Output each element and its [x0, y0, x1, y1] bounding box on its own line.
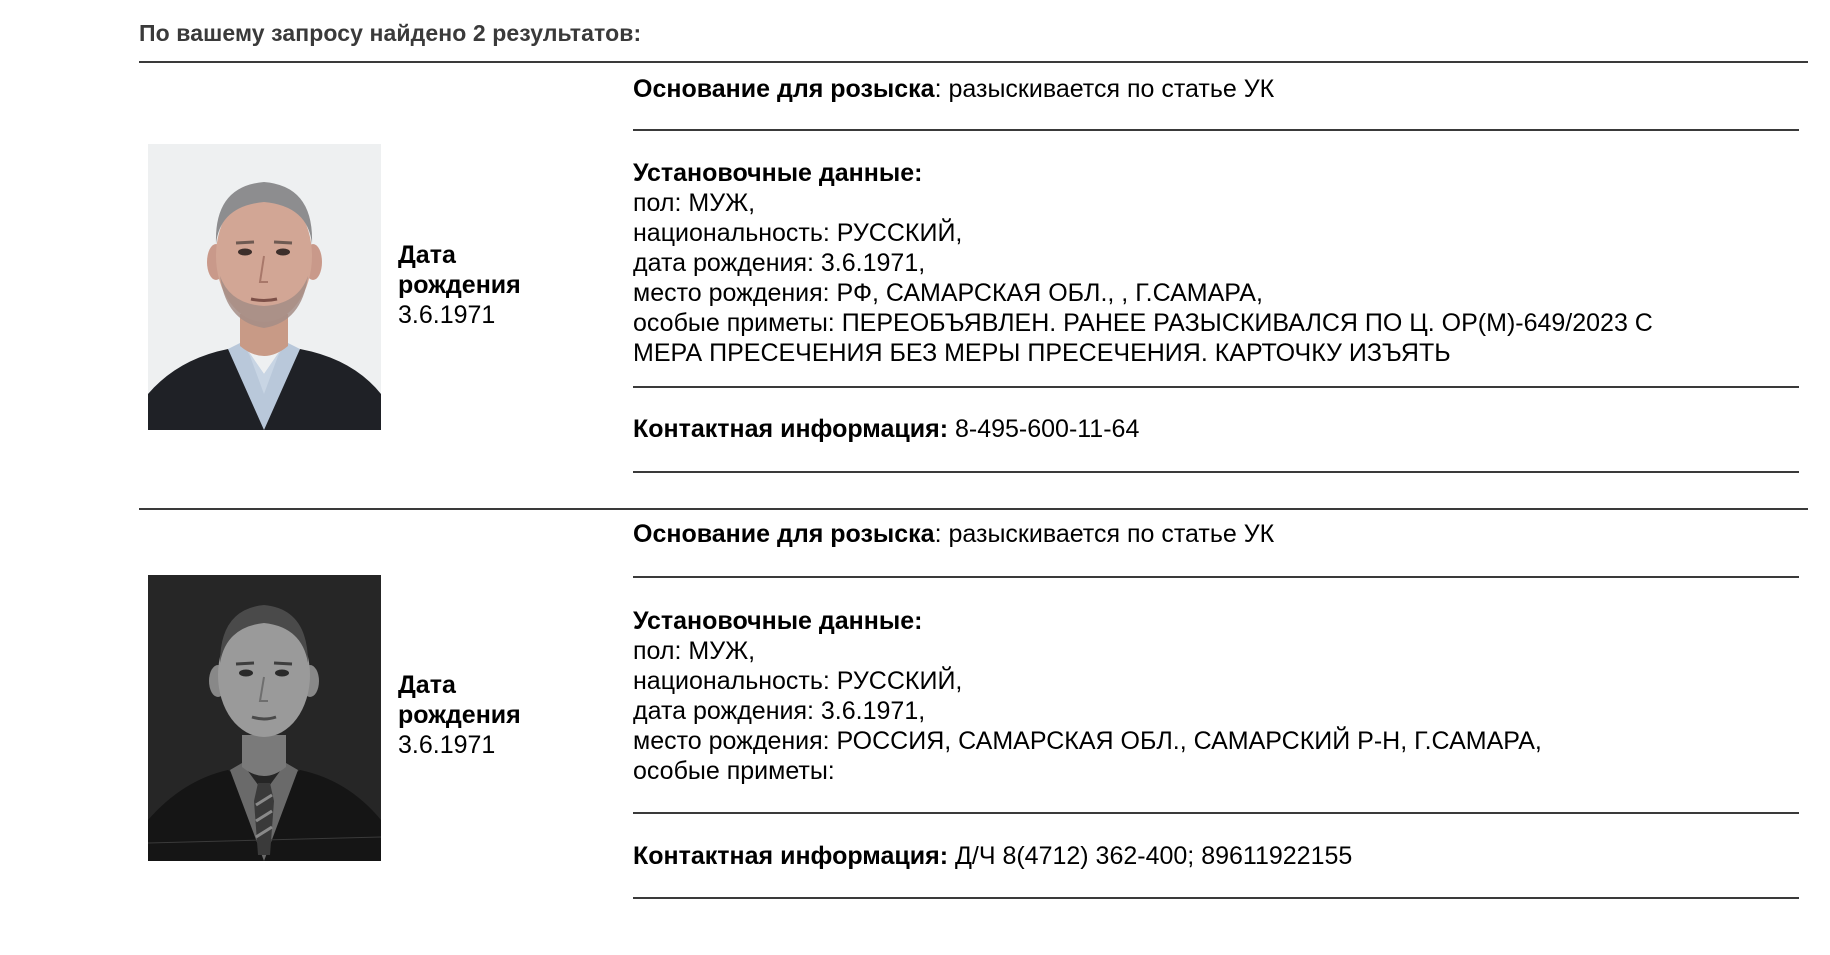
special-marks-field: особые приметы: ПЕРЕОБЪЯВЛЕН. РАНЕЕ РАЗЫСКИВАЛСЯ ПО Ц. ОР(М)-649/2023 С	[633, 309, 1653, 337]
contact-info-value: Д/Ч 8(4712) 362-400; 89611922155	[948, 842, 1353, 870]
identification-data-section	[633, 578, 1799, 814]
contact-info-section	[633, 814, 1799, 899]
identification-data-section	[633, 131, 1799, 388]
nationality-field: национальность: РУССКИЙ,	[633, 667, 963, 695]
wanted-basis-label: Основание для розыска	[633, 520, 935, 548]
wanted-basis-section	[633, 510, 1799, 578]
birth-date-value: 3.6.1971	[398, 731, 496, 759]
wanted-basis-label: Основание для розыска	[633, 75, 935, 103]
wanted-basis-value: : разыскивается по статье УК	[934, 75, 1275, 103]
results-count-heading: По вашему запросу найдено 2 результатов:	[139, 20, 642, 46]
wanted-basis-value: : разыскивается по статье УК	[934, 520, 1275, 548]
contact-info-section	[633, 388, 1799, 473]
identification-data-label: Установочные данные:	[633, 159, 923, 187]
portrait-image	[148, 144, 381, 430]
sex-field: пол: МУЖ,	[633, 637, 756, 665]
identification-data-label: Установочные данные:	[633, 607, 923, 635]
birth-date-label: рождения	[398, 701, 521, 729]
birth-date-label: Дата	[398, 671, 456, 699]
contact-info-label: Контактная информация:	[633, 842, 949, 870]
birth-place-field: место рождения: РОССИЯ, САМАРСКАЯ ОБЛ., САМАРСКИЙ Р-Н, Г.САМАРА,	[633, 727, 1542, 755]
birth-date-label: рождения	[398, 271, 521, 299]
portrait-image	[148, 575, 381, 861]
result-info	[633, 510, 1799, 899]
birth-date-value: 3.6.1971	[398, 301, 496, 329]
contact-info-value: 8-495-600-11-64	[948, 415, 1140, 443]
result-card	[139, 508, 1808, 910]
wanted-basis-section	[633, 63, 1799, 131]
person-photo[interactable]	[148, 575, 381, 861]
result-info	[633, 63, 1799, 473]
birth-place-field: место рождения: РФ, САМАРСКАЯ ОБЛ., , Г.САМАРА,	[633, 279, 1263, 307]
special-marks-field: особые приметы:	[633, 757, 835, 785]
birth-date-block	[398, 240, 521, 330]
nationality-field: национальность: РУССКИЙ,	[633, 219, 963, 247]
birth-date-block	[398, 670, 521, 760]
birth-date-field: дата рождения: 3.6.1971,	[633, 697, 926, 725]
person-photo[interactable]	[148, 144, 381, 430]
sex-field: пол: МУЖ,	[633, 189, 756, 217]
special-marks-field-continued: МЕРА ПРЕСЕЧЕНИЯ БЕЗ МЕРЫ ПРЕСЕЧЕНИЯ. КАРТОЧКУ ИЗЪЯТЬ	[633, 339, 1451, 367]
birth-date-label: Дата	[398, 241, 456, 269]
birth-date-field: дата рождения: 3.6.1971,	[633, 249, 926, 277]
contact-info-label: Контактная информация:	[633, 415, 949, 443]
result-card	[139, 61, 1808, 511]
